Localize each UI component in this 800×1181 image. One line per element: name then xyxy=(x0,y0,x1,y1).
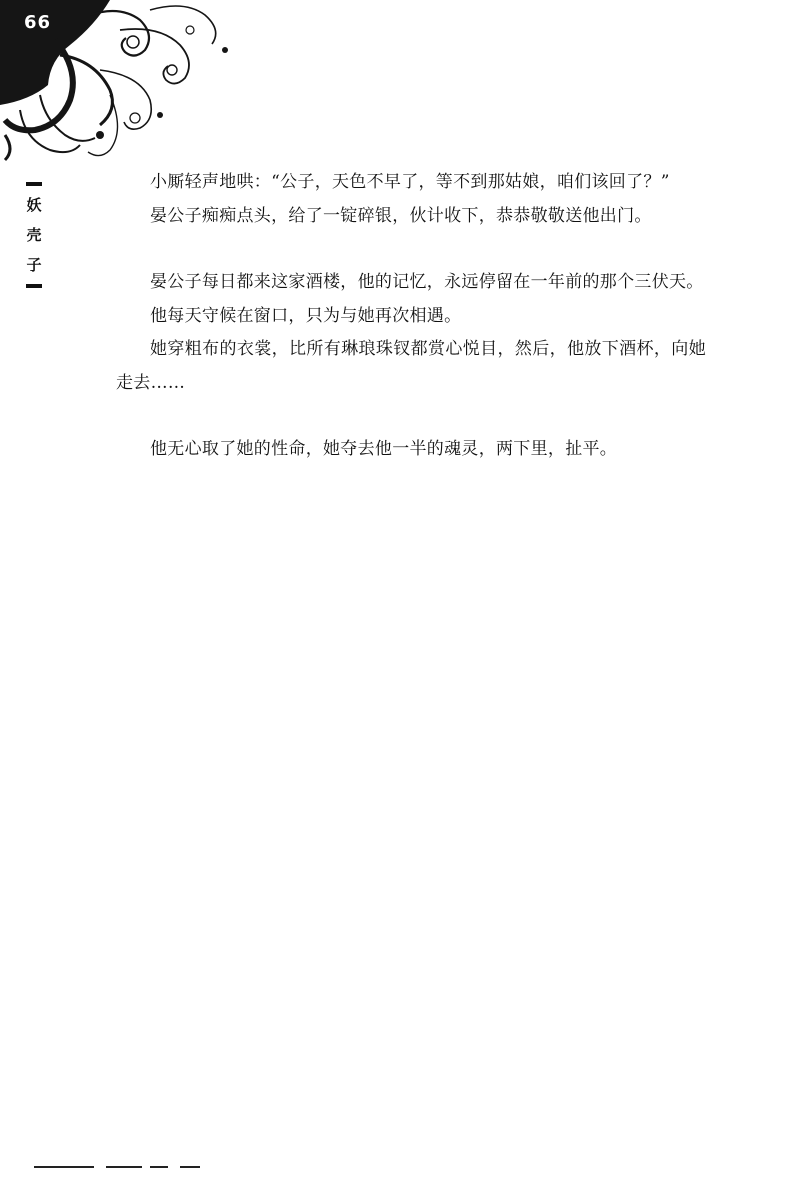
paragraph-gap xyxy=(116,400,706,433)
book-title-vertical xyxy=(24,178,44,292)
title-char: 壳 xyxy=(26,226,42,244)
title-bottom-bar xyxy=(26,284,42,288)
page-number: 66 xyxy=(24,12,52,33)
paragraph: 晏公子痴痴点头，给了一锭碎银，伙计收下，恭恭敬敬送他出门。 xyxy=(150,205,652,226)
title-char: 子 xyxy=(26,256,42,274)
paragraph: 晏公子每日都来这家酒楼，他的记忆，永远停留在一年前的那个三伏天。 xyxy=(150,272,704,292)
main-text xyxy=(116,166,706,467)
paragraph: 他无心取了她的性命，她夺去他一半的魂灵，两下里，扯平。 xyxy=(150,439,618,459)
paragraph: 他每天守候在窗口，只为与她再次相遇。 xyxy=(150,305,462,326)
paragraph: 小厮轻声地哄：“公子，天色不早了，等不到那姑娘，咱们该回了？” xyxy=(150,172,670,192)
paragraph: 她穿粗布的衣裳，比所有琳琅珠钗都赏心悦目，然后，他放下酒杯，向她走去…… xyxy=(116,339,706,393)
title-top-bar xyxy=(26,182,42,186)
title-char: 妖 xyxy=(26,196,42,214)
paragraph-gap xyxy=(116,233,706,266)
footer-rule-marks xyxy=(20,1162,220,1172)
